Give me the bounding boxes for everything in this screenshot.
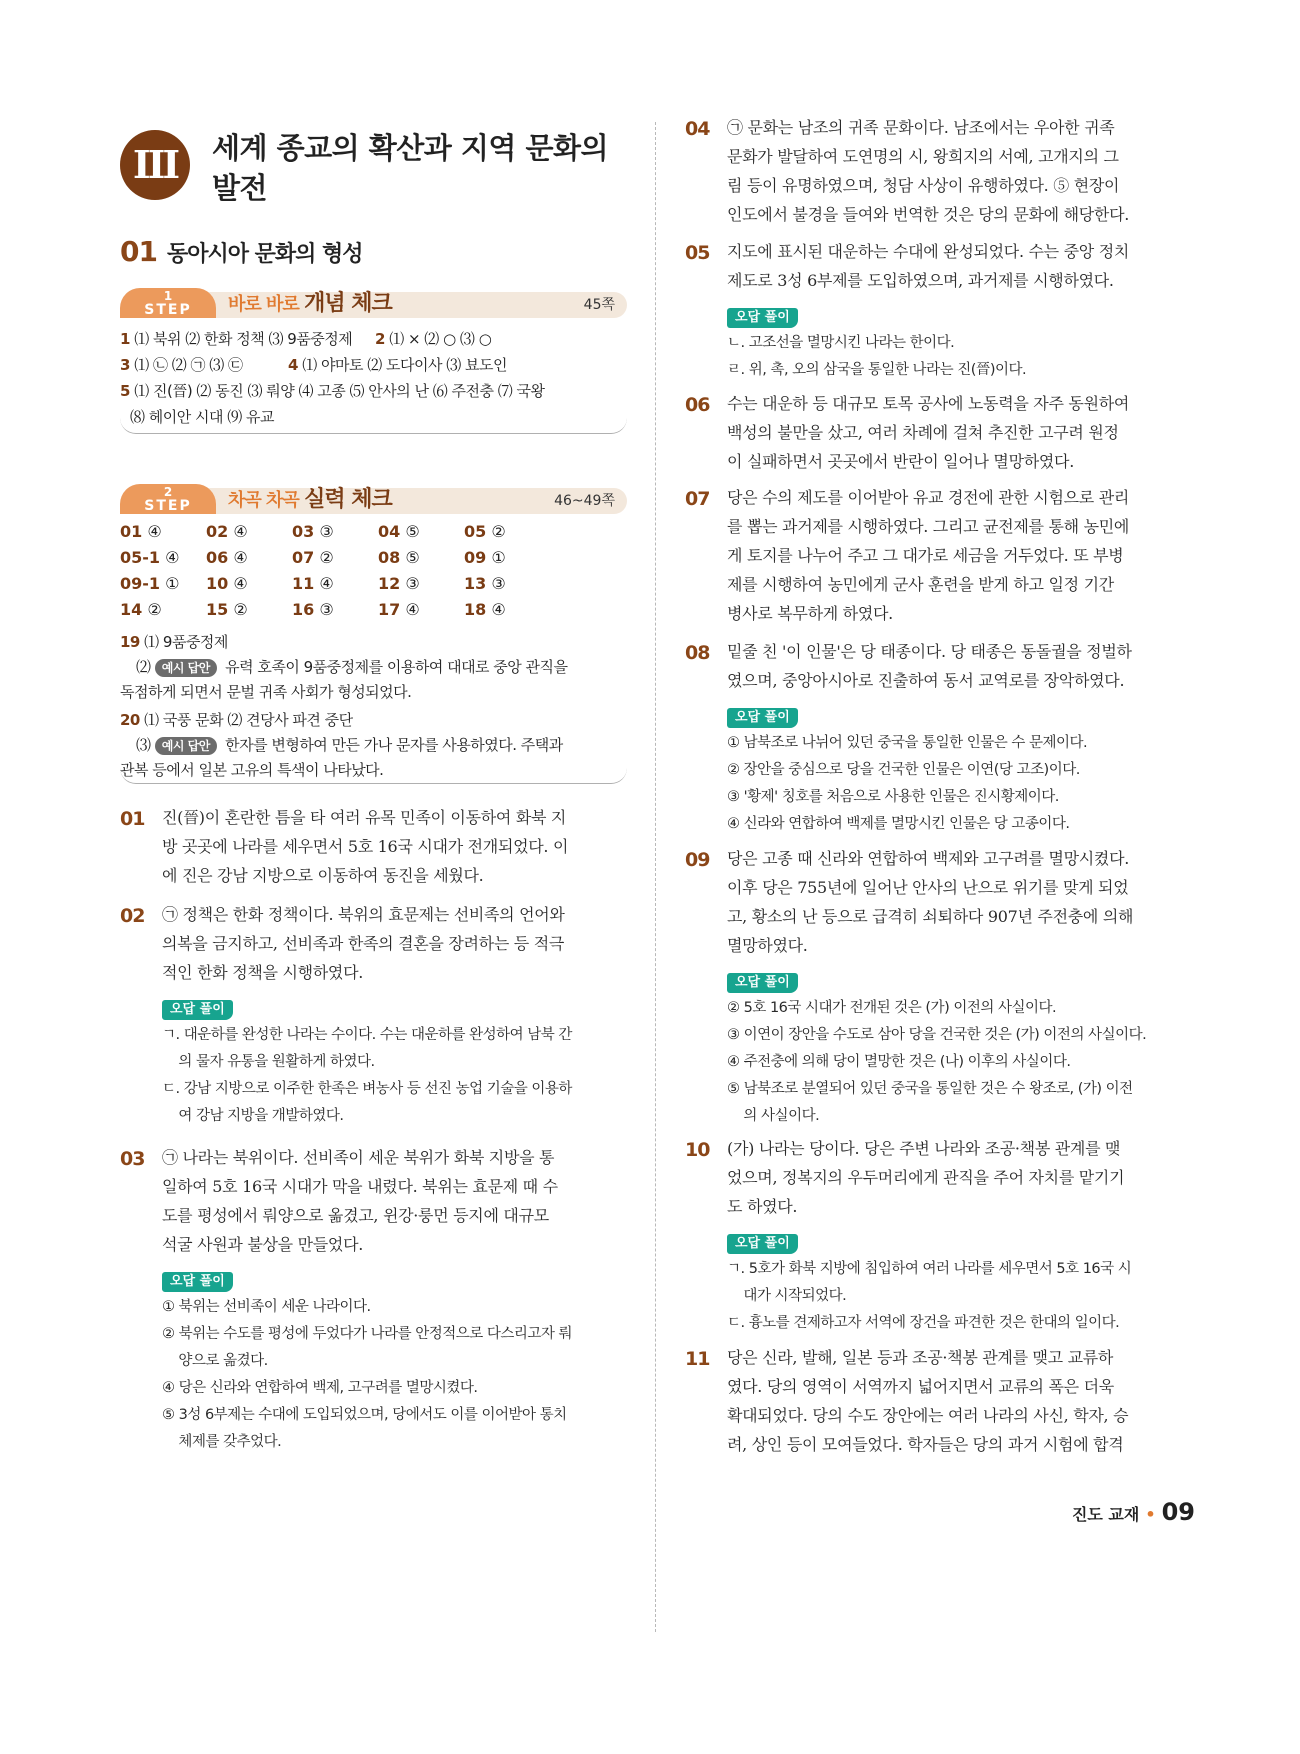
explanation-line: 였으며, 중앙아시아로 진출하여 동서 교역로를 장악하였다. (727, 671, 1125, 690)
answer-cell: 06 ④ (206, 548, 248, 567)
page-number: 09 (1161, 1498, 1195, 1526)
wrong-answer-line: ④ 주전충에 의해 당이 멸망한 것은 (나) 이후의 사실이다. (727, 1054, 1071, 1070)
wrong-answer-line: ⑤ 남북조로 분열되어 있던 중국을 통일한 것은 수 왕조로, (가) 이전 (727, 1081, 1133, 1097)
answer-cell: 07 ② (292, 548, 334, 567)
answer-line: 5 ⑴ 진(晉) ⑵ 동진 ⑶ 뤄양 ⑷ 고종 ⑸ 안사의 난 ⑹ 주전충 ⑺ 국왕 (120, 382, 545, 400)
wrong-answer-line: ② 장안을 중심으로 당을 건국한 인물은 이연(당 고조)이다. (727, 762, 1080, 778)
explanation-number: 07 (685, 488, 710, 510)
explanation-number: 11 (685, 1348, 710, 1370)
explanation-line: 석굴 사원과 불상을 만들었다. (162, 1235, 364, 1254)
wrong-answer-line: ㄱ. 대운하를 완성한 나라는 수이다. 수는 대운하를 완성하여 남북 간 (162, 1027, 572, 1043)
step2-title: 차곡 차곡 실력 체크 (228, 487, 392, 512)
explanation-line: 인도에서 불경을 들여와 번역한 것은 당의 문화에 해당한다. (727, 205, 1130, 224)
wrong-answer-tag: 오답 풀이 (727, 308, 798, 328)
answer-line: 1 ⑴ 북위 ⑵ 한화 정책 ⑶ 9품중정제 (120, 330, 353, 348)
explanation-line: 게 토지를 나누어 주고 그 대가로 세금을 거두었다. 또 부병 (727, 546, 1124, 565)
step2-tab: 2 STEP (120, 484, 216, 514)
wrong-answer-line: ⑤ 3성 6부제는 수대에 도입되었으며, 당에서도 이를 이어받아 통치 (162, 1407, 567, 1423)
explanation-line: 수는 대운하 등 대규모 토목 공사에 노동력을 자주 동원하여 (727, 394, 1130, 413)
explanation-number: 10 (685, 1139, 710, 1161)
wrong-answer-line: ㄱ. 5호가 화북 지방에 침입하여 여러 나라를 세우면서 5호 16국 시 (727, 1261, 1132, 1277)
explanation-line: 제를 시행하여 농민에게 군사 훈련을 받게 하고 일정 기간 (727, 575, 1114, 594)
answer-cell: 08 ⑤ (378, 548, 420, 567)
explanation-line: 적인 한화 정책을 시행하였다. (162, 963, 364, 982)
explanation-line: 밑줄 친 '이 인물'은 당 태종이다. 당 태종은 동돌궐을 정벌하 (727, 642, 1132, 661)
answer-cell: 15 ② (206, 600, 248, 619)
explanation-line: 진(晉)이 혼란한 틈을 타 여러 유목 민족이 이동하여 화북 지 (162, 808, 567, 827)
explanation-number: 04 (685, 118, 710, 140)
explanation-line: 제도로 3성 6부제를 도입하였으며, 과거제를 시행하였다. (727, 271, 1114, 290)
wrong-answer-line: ③ 이연이 장안을 수도로 삼아 당을 건국한 것은 (가) 이전의 사실이다. (727, 1027, 1147, 1043)
answer-20: 20 ⑴ 국풍 문화 ⑵ 견당사 파견 중단 ⑶ 예시 답안 한자를 변형하여 만든 가나 문자를 사용하였다. 주택과 관복 등에서 일본 고유의 특색이 나타났다. (120, 711, 563, 779)
explanation-line: 도를 평성에서 뤄양으로 옮겼고, 윈강·룽먼 등지에 대규모 (162, 1206, 549, 1225)
explanation-line: 이후 당은 755년에 일어난 안사의 난으로 위기를 맞게 되었 (727, 878, 1129, 897)
answer-cell: 13 ③ (464, 574, 506, 593)
step1-tab: 1 STEP (120, 288, 216, 318)
wrong-answer-line: ㄷ. 흉노를 견제하고자 서역에 장건을 파견한 것은 한대의 일이다. (727, 1315, 1120, 1331)
section-number: 01 (120, 235, 157, 268)
wrong-answer-line: 의 사실이다. (727, 1108, 820, 1124)
wrong-answer-line: ㄹ. 위, 촉, 오의 삼국을 통일한 나라는 진(晉)이다. (727, 362, 1027, 378)
answer-cell: 10 ④ (206, 574, 248, 593)
page-footer: 진도 교재 • 09 (1071, 1498, 1195, 1526)
answer-cell: 01 ④ (120, 522, 162, 541)
explanation-number: 02 (120, 905, 145, 927)
step2-answers (120, 514, 627, 784)
explanation-line: 확대되었다. 당의 수도 장안에는 여러 나라의 사신, 학자, 승 (727, 1406, 1129, 1425)
unit-header (120, 122, 627, 212)
answer-cell: 05-1 ④ (120, 548, 180, 567)
wrong-answer-line: ④ 당은 신라와 연합하여 백제, 고구려를 멸망시켰다. (162, 1380, 478, 1396)
answer-cell: 12 ③ (378, 574, 420, 593)
step1-title: 바로 바로 개념 체크 (228, 291, 392, 316)
answer-cell: 04 ⑤ (378, 522, 420, 541)
explanation-line: 당은 신라, 발해, 일본 등과 조공·책봉 관계를 맺고 교류하 (727, 1348, 1114, 1367)
unit-title: 세계 종교의 확산과 지역 문화의 발전 (212, 131, 609, 205)
explanation-line: 에 진은 강남 지방으로 이동하여 동진을 세웠다. (162, 866, 484, 885)
wrong-answer-line: 여 강남 지방을 개발하였다. (162, 1108, 344, 1124)
step1-answers (120, 318, 627, 434)
wrong-answer-tag: 오답 풀이 (162, 1000, 233, 1020)
example-answer-badge: 예시 답안 (155, 659, 217, 677)
wrong-answer-line: ㄷ. 강남 지방으로 이주한 한족은 벼농사 등 선진 농업 기술을 이용하 (162, 1081, 572, 1097)
answer-line: 3 ⑴ ㉡ ⑵ ㉠ ⑶ ㉢ (120, 356, 243, 374)
explanation-line: ㉠ 문화는 남조의 귀족 문화이다. 남조에서는 우아한 귀족 (727, 118, 1115, 137)
explanation-number: 05 (685, 242, 710, 264)
wrong-answer-tag: 오답 풀이 (727, 1234, 798, 1254)
wrong-answer-line: 의 물자 유통을 원활하게 하였다. (162, 1054, 375, 1070)
wrong-answer-line: 대가 시작되었다. (727, 1288, 847, 1304)
wrong-answer-line: ② 5호 16국 시대가 전개된 것은 (가) 이전의 사실이다. (727, 1000, 1057, 1016)
explanation-line: 멸망하였다. (727, 936, 808, 955)
answer-line: 4 ⑴ 야마토 ⑵ 도다이사 ⑶ 뵤도인 (288, 356, 507, 374)
step1-header (120, 288, 627, 318)
explanation-line: ㉠ 나라는 북위이다. 선비족이 세운 북위가 화북 지방을 통 (162, 1148, 555, 1167)
answer-cell: 17 ④ (378, 600, 420, 619)
answer-line: 2 ⑴ × ⑵ ○ ⑶ ○ (375, 330, 492, 348)
wrong-answer-tag: 오답 풀이 (162, 1272, 233, 1292)
answer-cell: 14 ② (120, 600, 162, 619)
footer-label: 진도 교재 (1071, 1505, 1140, 1524)
unit-number-badge: III (120, 130, 190, 200)
explanation-line: 를 뽑는 과거제를 시행하였다. 그리고 균전제를 통해 농민에 (727, 517, 1130, 536)
explanation-line: 병사로 복무하게 하였다. (727, 604, 893, 623)
explanation-line: 림 등이 유명하였으며, 청담 사상이 유행하였다. ⑤ 현장이 (727, 176, 1120, 195)
explanation-line: 고, 황소의 난 등으로 급격히 쇠퇴하다 907년 주전충에 의해 (727, 907, 1134, 926)
step2-header (120, 484, 627, 514)
answer-cell: 09-1 ① (120, 574, 180, 593)
explanation-line: 백성의 불만을 샀고, 여러 차례에 걸쳐 추진한 고구려 원정 (727, 423, 1119, 442)
explanation-line: 지도에 표시된 대운하는 수대에 완성되었다. 수는 중앙 정치 (727, 242, 1130, 261)
wrong-answer-line: ④ 신라와 연합하여 백제를 멸망시킨 인물은 당 고종이다. (727, 816, 1070, 832)
explanation-line: 였다. 당의 영역이 서역까지 넓어지면서 교류의 폭은 더욱 (727, 1377, 1114, 1396)
explanation-line: 일하여 5호 16국 시대가 막을 내렸다. 북위는 효문제 때 수 (162, 1177, 558, 1196)
section-name: 동아시아 문화의 형성 (166, 242, 363, 267)
example-answer-badge: 예시 답안 (155, 737, 217, 755)
explanation-line: 당은 수의 제도를 이어받아 유교 경전에 관한 시험으로 관리 (727, 488, 1130, 507)
wrong-answer-tag: 오답 풀이 (727, 708, 798, 728)
answer-cell: 03 ③ (292, 522, 334, 541)
explanation-line: 었으며, 정복지의 우두머리에게 관직을 주어 자치를 맡기기 (727, 1168, 1125, 1187)
explanation-number: 01 (120, 808, 145, 830)
wrong-answer-line: ③ '황제' 칭호를 처음으로 사용한 인물은 진시황제이다. (727, 789, 1059, 805)
wrong-answer-line: ② 북위는 수도를 평성에 두었다가 나라를 안정적으로 다스리고자 뤄 (162, 1326, 573, 1342)
explanation-line: 도 하였다. (727, 1197, 798, 1216)
wrong-answer-line: 체제를 갖추었다. (162, 1434, 282, 1450)
column-divider (655, 122, 656, 1632)
section-title (120, 235, 363, 269)
explanation-number: 06 (685, 394, 710, 416)
answer-line: ⑻ 헤이안 시대 ⑼ 유교 (130, 408, 275, 426)
wrong-answer-tag: 오답 풀이 (727, 973, 798, 993)
wrong-answer-line: ① 남북조로 나뉘어 있던 중국을 통일한 인물은 수 문제이다. (727, 735, 1088, 751)
explanation-line: 당은 고종 때 신라와 연합하여 백제와 고구려를 멸망시켰다. (727, 849, 1130, 868)
explanation-line: (가) 나라는 당이다. 당은 주변 나라와 조공·책봉 관계를 맺 (727, 1139, 1121, 1158)
explanation-line: 려, 상인 등이 모여들었다. 학자들은 당의 과거 시험에 합격 (727, 1435, 1124, 1454)
answer-19: 19 ⑴ 9품중정제 ⑵ 예시 답안 유력 호족이 9품중정제를 이용하여 대대로 중앙 관직을 독점하게 되면서 문벌 귀족 사회가 형성되었다. (120, 633, 568, 701)
answer-cell: 09 ① (464, 548, 506, 567)
answer-cell: 11 ④ (292, 574, 334, 593)
wrong-answer-line: 양으로 옮겼다. (162, 1353, 268, 1369)
answer-cell: 18 ④ (464, 600, 506, 619)
step1-page-ref: 45쪽 (583, 297, 615, 313)
answer-cell: 16 ③ (292, 600, 334, 619)
explanation-line: 이 실패하면서 곳곳에서 반란이 일어나 멸망하였다. (727, 452, 1074, 471)
explanation-number: 03 (120, 1148, 145, 1170)
explanation-line: 의복을 금지하고, 선비족과 한족의 결혼을 장려하는 등 적극 (162, 934, 565, 953)
answer-cell: 02 ④ (206, 522, 248, 541)
explanation-line: 문화가 발달하여 도연명의 시, 왕희지의 서예, 고개지의 그 (727, 147, 1119, 166)
explanation-number: 08 (685, 642, 710, 664)
wrong-answer-line: ① 북위는 선비족이 세운 나라이다. (162, 1299, 371, 1315)
explanation-number: 09 (685, 849, 710, 871)
explanation-line: ㉠ 정책은 한화 정책이다. 북위의 효문제는 선비족의 언어와 (162, 905, 565, 924)
explanation-line: 방 곳곳에 나라를 세우면서 5호 16국 시대가 전개되었다. 이 (162, 837, 569, 856)
wrong-answer-line: ㄴ. 고조선을 멸망시킨 나라는 한이다. (727, 335, 955, 351)
answer-cell: 05 ② (464, 522, 506, 541)
step2-page-ref: 46~49쪽 (554, 493, 615, 509)
